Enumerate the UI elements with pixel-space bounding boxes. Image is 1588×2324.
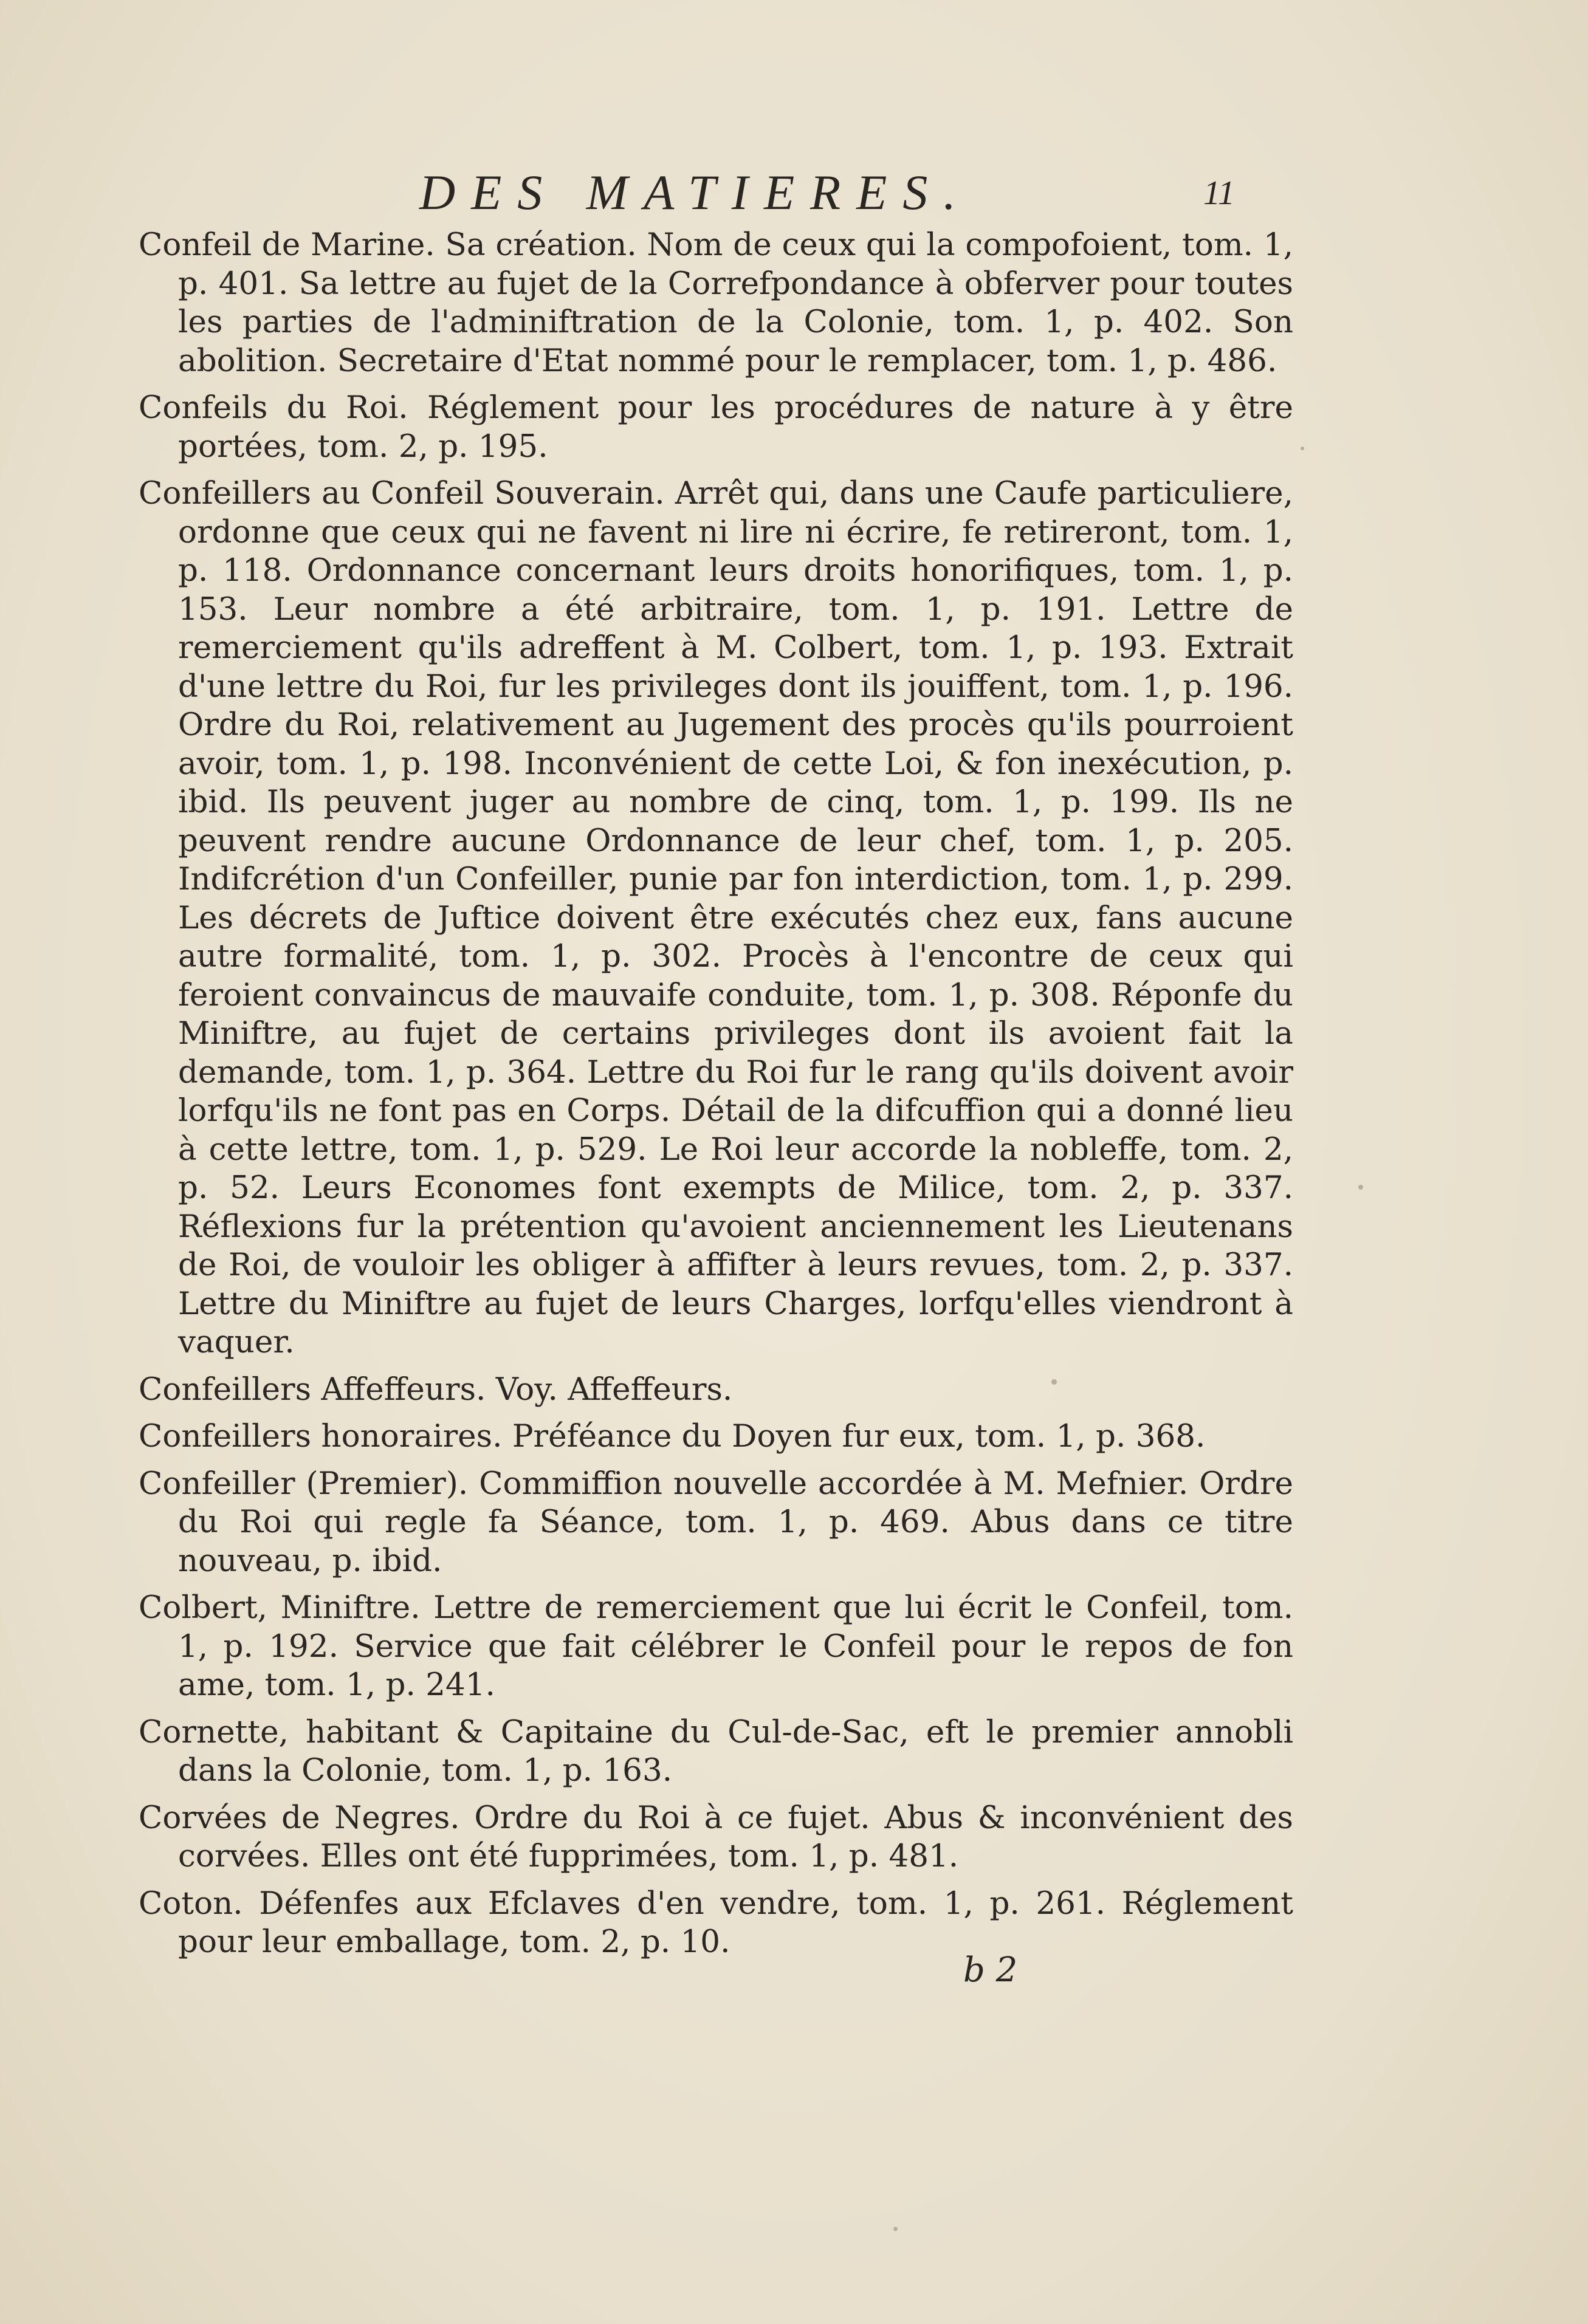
index-entry-cornette: Cornette, habitant & Capitaine du Cul-de-Sac, eft le premier annobli dans la Colonie, tom. 1, p. 163. <box>139 1713 1293 1789</box>
index-entry-conseillers-assesseurs: Confeillers Affeffeurs. Voy. Affeffeurs. <box>139 1371 733 1408</box>
paper-speck <box>893 2227 898 2231</box>
page-number: 11 <box>1203 174 1235 212</box>
running-title: DES MATIERES. <box>419 165 972 220</box>
index-entry-conseil-de-marine: Confeil de Marine. Sa création. Nom de ceux qui la compofoient, tom. 1, p. 401. Sa lettre au fujet de la Correfpondance à obferver pour toutes les parties de l'adminiftration de la Colonie, tom. 1, p. 402. Son abolition. Secretaire d'Etat nommé pour le remplacer, tom. 1, p. 486. <box>139 227 1293 379</box>
paper-speck <box>1358 1185 1363 1190</box>
index-entry-corvees-de-negres: Corvées de Negres. Ordre du Roi à ce fujet. Abus & inconvénient des corvées. Elles ont été fupprimées, tom. 1, p. 481. <box>139 1799 1293 1874</box>
index-entry-conseillers-au-conseil-souverain: Confeillers au Confeil Souverain. Arrêt qui, dans une Caufe particuliere, ordonne que ceux qui ne favent ni lire ni écrire, fe retireront, tom. 1, p. 118. Ordonnance concernant leurs droits honorifiques, tom. 1, p. 153. Leur nombre a été arbitraire, tom. 1, p. 191. Lettre de remerciement qu'ils adreffent à M. Colbert, tom. 1, p. 193. Extrait d'une lettre du Roi, fur les privileges dont ils jouiffent, tom. 1, p. 196. Ordre du Roi, relativement au Jugement des procès qu'ils pourroient avoir, tom. 1, p. 198. Inconvénient de cette Loi, & fon inexécution, p. ibid. Ils peuvent juger au nombre de cinq, tom. 1, p. 199. Ils ne peuvent rendre aucune Ordonnance de leur chef, tom. 1, p. 205. Indifcrétion d'un Confeiller, punie par fon interdiction, tom. 1, p. 299. Les décrets de Juftice doivent être exécutés chez eux, fans aucune autre formalité, tom. 1, p. 302. Procès à l'encontre de ceux qui feroient convaincus de mauvaife conduite, tom. 1, p. 308. Réponfe du Miniftre, au fujet de certains privileges dont ils avoient fait la demande, tom. 1, p. 364. Lettre du Roi fur le rang qu'ils doivent avoir lorfqu'ils ne font pas en Corps. Détail de la difcuffion qui a donné lieu à cette lettre, tom. 1, p. 529. Le Roi leur accorde la nobleffe, tom. 2, p. 52. Leurs Economes font exempts de Milice, tom. 2, p. 337. Réflexions fur la prétention qu'avoient anciennement les Lieutenans de Roi, de vouloir les obliger à affifter à leurs revues, tom. 2, p. 337. Lettre du Miniftre au fujet de leurs Charges, lorfqu'elles viendront à vaquer. <box>139 475 1293 1360</box>
index-entries <box>139 226 1293 1970</box>
index-entry-conseils-du-roi: Confeils du Roi. Réglement pour les procédures de nature à y être portées, tom. 2, p. 195. <box>139 389 1293 465</box>
page-header <box>419 164 1331 231</box>
index-entry-coton: Coton. Défenfes aux Efclaves d'en vendre, tom. 1, p. 261. Réglement pour leur emballage, tom. 2, p. 10. <box>139 1885 1293 1960</box>
index-entry-colbert: Colbert, Miniftre. Lettre de remerciement que lui écrit le Confeil, tom. 1, p. 192. Service que fait célébrer le Confeil pour le repos de fon ame, tom. 1, p. 241. <box>139 1589 1293 1703</box>
paper-speck <box>1301 447 1304 450</box>
paper-speck <box>1051 1379 1057 1385</box>
index-entry-conseiller-premier: Confeiller (Premier). Commiffion nouvelle accordée à M. Mefnier. Ordre du Roi qui regle fa Séance, tom. 1, p. 469. Abus dans ce titre nouveau, p. ibid. <box>139 1465 1293 1579</box>
index-entry-conseillers-honoraires: Confeillers honoraires. Préféance du Doyen fur eux, tom. 1, p. 368. <box>139 1418 1206 1455</box>
signature-mark: b 2 <box>963 1950 1018 1990</box>
